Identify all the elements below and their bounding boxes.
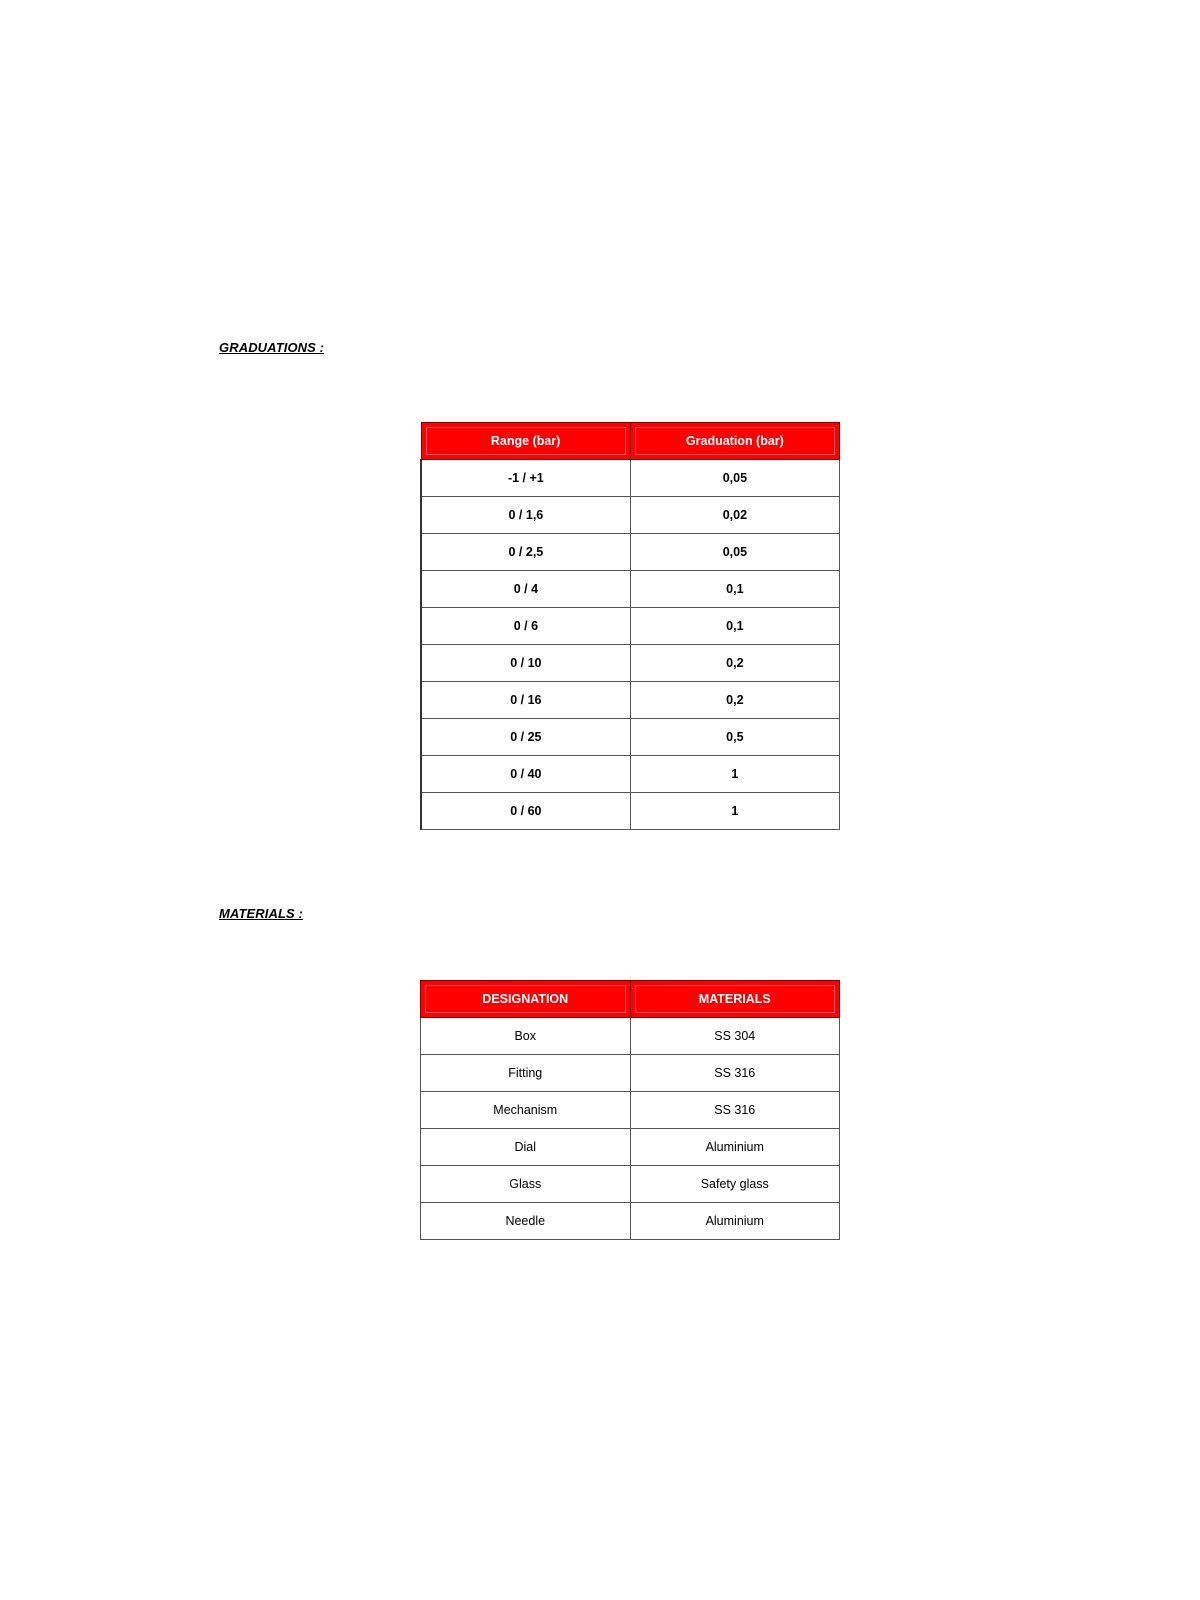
materials-table [420,980,840,1240]
table-row [421,460,840,497]
table-row [421,608,840,645]
table-row [421,793,840,830]
designation-cell: Box [421,1018,631,1055]
table-row [421,571,840,608]
table-row [421,719,840,756]
column-header-label: Range (bar) [426,427,626,455]
header-row [421,981,840,1018]
graduation-cell: 0,05 [630,460,839,497]
range-cell: 0 / 60 [421,793,630,830]
material-cell: SS 304 [630,1018,840,1055]
table-row [421,1092,840,1129]
table-row [421,756,840,793]
table-row [421,682,840,719]
column-header-range [421,423,630,460]
graduation-cell: 0,5 [630,719,839,756]
graduation-cell: 1 [630,756,839,793]
range-cell: 0 / 10 [421,645,630,682]
table-row [421,1203,840,1240]
column-header-graduation [630,423,839,460]
material-cell: SS 316 [630,1092,840,1129]
graduation-cell: 1 [630,793,839,830]
column-header-label: Graduation (bar) [635,427,835,455]
graduations-table-header [421,423,840,460]
table-row [421,497,840,534]
materials-table-header [421,981,840,1018]
graduation-cell: 0,02 [630,497,839,534]
graduation-cell: 0,1 [630,571,839,608]
column-header-label: DESIGNATION [425,985,626,1013]
designation-cell: Dial [421,1129,631,1166]
materials-heading: MATERIALS : [219,906,303,921]
material-cell: SS 316 [630,1055,840,1092]
range-cell: 0 / 1,6 [421,497,630,534]
designation-cell: Mechanism [421,1092,631,1129]
graduations-table [420,422,840,830]
column-header-designation [421,981,631,1018]
designation-cell: Glass [421,1166,631,1203]
designation-cell: Fitting [421,1055,631,1092]
range-cell: 0 / 40 [421,756,630,793]
graduations-heading: GRADUATIONS : [219,340,325,355]
table-row [421,1055,840,1092]
range-cell: 0 / 6 [421,608,630,645]
range-cell: 0 / 25 [421,719,630,756]
table-row [421,645,840,682]
range-cell: -1 / +1 [421,460,630,497]
range-cell: 0 / 2,5 [421,534,630,571]
graduation-cell: 0,2 [630,682,839,719]
graduation-cell: 0,1 [630,608,839,645]
range-cell: 0 / 4 [421,571,630,608]
material-cell: Aluminium [630,1129,840,1166]
graduations-table-body [421,460,840,830]
designation-cell: Needle [421,1203,631,1240]
column-header-label: MATERIALS [635,985,836,1013]
material-cell: Aluminium [630,1203,840,1240]
header-row [421,423,840,460]
materials-table-body [421,1018,840,1240]
graduation-cell: 0,05 [630,534,839,571]
range-cell: 0 / 16 [421,682,630,719]
table-row [421,1018,840,1055]
table-row [421,1166,840,1203]
graduation-cell: 0,2 [630,645,839,682]
material-cell: Safety glass [630,1166,840,1203]
column-header-materials [630,981,840,1018]
table-row [421,534,840,571]
table-row [421,1129,840,1166]
